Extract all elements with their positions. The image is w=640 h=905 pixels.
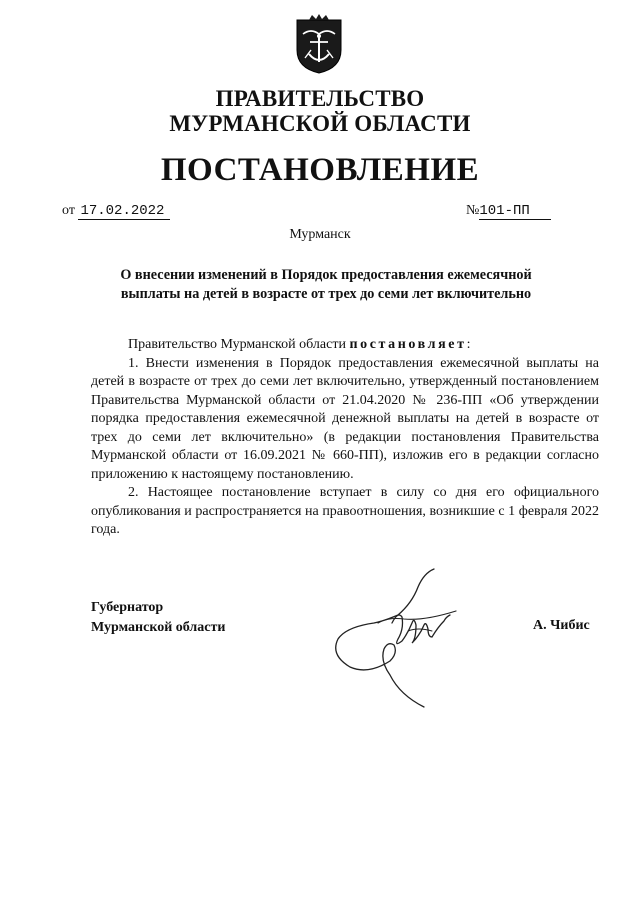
document-type-heading: ПОСТАНОВЛЕНИЕ — [160, 152, 480, 188]
subject-line-2: выплаты на детей в возрасте от трех до семи лет включительно — [120, 286, 532, 302]
number-prefix: № — [466, 203, 480, 218]
decree-word: постановляет — [349, 337, 467, 352]
document-subject — [96, 266, 556, 304]
city-name: Мурманск — [289, 227, 351, 242]
decree-item-1: 1. Внести изменения в Порядок предоставления ежемесячной выплаты на детей в возрасте от трех до семи лет включительно, утвержденный постановлением Правительства Мурманской области от 21.04.2020 № 236-ПП «Об утверждении порядка предоставления ежемесячной денежной выплаты на детей в возрасте от трех до семи лет включительно» (в редакции постановления Правительства Мурманской области от 16.09.2021 № 660-ПП), изложив его в редакции согласно приложению к настоящему постановлению. — [91, 355, 599, 482]
document-number — [466, 203, 551, 220]
decree-colon: : — [466, 337, 471, 352]
decree-item-2: 2. Настоящее постановление вступает в силу со дня его официального опубликования и распространяется на правоотношения, возникшие с 1 февраля 2022 года. — [91, 485, 599, 537]
government-line-2: МУРМАНСКОЙ ОБЛАСТИ — [169, 111, 471, 136]
government-line-1: ПРАВИТЕЛЬСТВО — [215, 86, 425, 111]
decree-intro: Правительство Мурманской области — [128, 337, 346, 352]
document-body — [91, 336, 599, 540]
signatory-name: А. Чибис — [533, 618, 590, 633]
government-name — [0, 86, 640, 136]
signatory-position — [91, 598, 225, 638]
handwritten-signature — [328, 565, 478, 715]
number-value: 101-ПП — [479, 203, 551, 220]
subject-line-1: О внесении изменений в Порядок предоставления ежемесячной — [120, 267, 532, 283]
decree-statement — [91, 336, 599, 355]
position-line-1: Губернатор — [91, 600, 164, 615]
date-value: 17.02.2022 — [78, 203, 170, 220]
coat-of-arms-emblem — [295, 14, 343, 74]
position-line-2: Мурманской области — [91, 620, 226, 635]
date-prefix: от — [62, 203, 75, 218]
document-date — [62, 203, 170, 220]
